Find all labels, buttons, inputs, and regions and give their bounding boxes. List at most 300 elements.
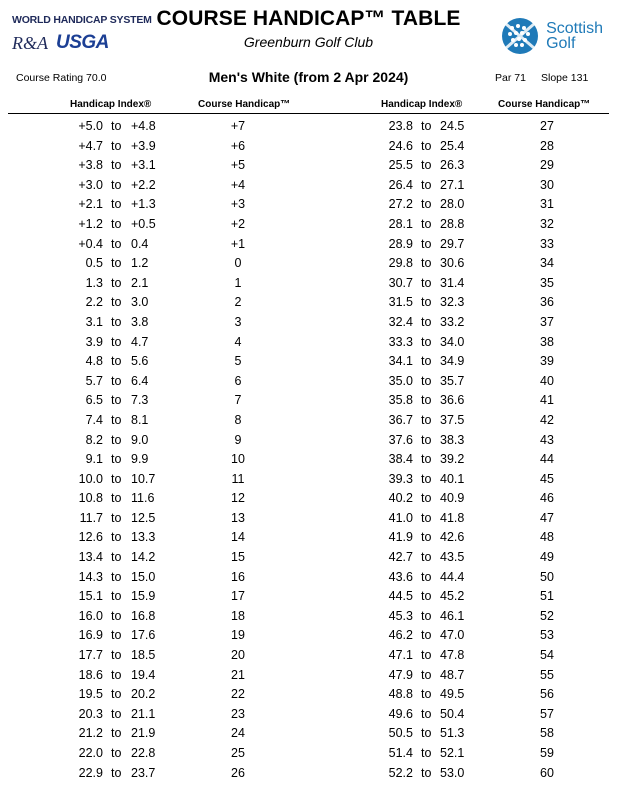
table-row bbox=[310, 568, 610, 588]
handicap-index-high: 9.9 bbox=[131, 452, 149, 467]
handicap-index-low: 35.0 bbox=[388, 373, 413, 388]
course-handicap-value: +3 bbox=[230, 197, 246, 212]
range-separator: to bbox=[111, 275, 122, 290]
left-course-handicap-header: Course Handicap™ bbox=[198, 99, 291, 110]
course-handicap-value: 47 bbox=[540, 510, 554, 525]
course-handicap-value: +5 bbox=[230, 158, 246, 173]
range-separator: to bbox=[111, 295, 122, 310]
course-handicap-value: 4 bbox=[234, 334, 242, 349]
table-row bbox=[310, 293, 610, 313]
handicap-index-high: 10.7 bbox=[131, 471, 156, 486]
range-separator: to bbox=[111, 452, 122, 467]
table-row bbox=[0, 156, 300, 176]
course-handicap-value: 0 bbox=[234, 256, 242, 271]
range-separator: to bbox=[421, 197, 432, 212]
handicap-index-high: 47.0 bbox=[440, 628, 465, 643]
range-separator: to bbox=[421, 452, 432, 467]
handicap-index-high: 24.5 bbox=[440, 119, 465, 133]
range-separator: to bbox=[111, 412, 122, 427]
range-separator: to bbox=[111, 119, 122, 133]
table-row bbox=[310, 724, 610, 744]
course-handicap-value: 60 bbox=[540, 765, 554, 780]
handicap-index-low: 31.5 bbox=[388, 295, 413, 310]
handicap-index-low: 43.6 bbox=[388, 569, 413, 584]
course-handicap-value: +6 bbox=[230, 138, 246, 153]
handicap-index-high: 19.4 bbox=[131, 667, 156, 682]
usga-logo: USGA bbox=[56, 32, 109, 53]
course-handicap-value: 57 bbox=[540, 706, 554, 721]
handicap-index-high: 17.6 bbox=[131, 628, 156, 643]
range-separator: to bbox=[111, 746, 122, 760]
handicap-index-low: +5.0 bbox=[78, 119, 103, 133]
course-handicap-value: 26 bbox=[231, 765, 245, 780]
table-row bbox=[310, 489, 610, 509]
handicap-index-high: 43.5 bbox=[440, 550, 465, 565]
handicap-index-high: 52.1 bbox=[440, 746, 465, 760]
handicap-index-low: 27.2 bbox=[388, 197, 413, 212]
range-separator: to bbox=[421, 589, 432, 604]
table-row bbox=[310, 215, 610, 235]
table-row bbox=[0, 117, 300, 137]
course-handicap-value: 32 bbox=[540, 216, 554, 231]
handicap-index-low: +1.2 bbox=[78, 216, 103, 231]
handicap-index-low: 8.2 bbox=[85, 432, 103, 447]
table-row bbox=[0, 431, 300, 451]
course-handicap-value: 29 bbox=[540, 158, 554, 173]
course-handicap-value: 22 bbox=[231, 687, 245, 702]
range-separator: to bbox=[421, 412, 432, 427]
handicap-index-low: 29.8 bbox=[388, 256, 413, 271]
table-row bbox=[310, 470, 610, 490]
handicap-index-high: +2.2 bbox=[131, 177, 156, 192]
course-handicap-value: 58 bbox=[540, 726, 554, 741]
handicap-index-low: 37.6 bbox=[388, 432, 413, 447]
course-handicap-value: 36 bbox=[540, 295, 554, 310]
handicap-index-low: 3.9 bbox=[85, 334, 103, 349]
course-handicap-value: 38 bbox=[540, 334, 554, 349]
handicap-index-high: 15.0 bbox=[131, 569, 156, 584]
course-handicap-value: 42 bbox=[540, 412, 554, 427]
par-value: Par 71 bbox=[495, 72, 526, 84]
handicap-index-low: 11.7 bbox=[79, 510, 103, 525]
handicap-index-low: 49.6 bbox=[388, 706, 413, 721]
handicap-index-low: 2.2 bbox=[85, 295, 103, 310]
course-handicap-value: 11 bbox=[231, 471, 245, 486]
table-row bbox=[310, 431, 610, 451]
handicap-index-low: 22.0 bbox=[78, 746, 103, 760]
course-handicap-value: 9 bbox=[234, 432, 242, 447]
table-row bbox=[0, 626, 300, 646]
range-separator: to bbox=[421, 608, 432, 623]
handicap-index-low: 24.6 bbox=[388, 138, 413, 153]
handicap-index-low: 46.2 bbox=[388, 628, 413, 643]
range-separator: to bbox=[421, 158, 432, 173]
range-separator: to bbox=[111, 550, 122, 565]
handicap-index-low: 44.5 bbox=[388, 589, 413, 604]
handicap-index-low: +3.8 bbox=[78, 158, 103, 173]
range-separator: to bbox=[111, 628, 122, 643]
handicap-index-high: 50.4 bbox=[440, 706, 465, 721]
handicap-index-low: 39.3 bbox=[388, 471, 413, 486]
table-row bbox=[0, 391, 300, 411]
handicap-index-high: 47.8 bbox=[440, 648, 465, 663]
handicap-index-low: 32.4 bbox=[388, 314, 413, 329]
handicap-index-low: 3.1 bbox=[85, 314, 103, 329]
range-separator: to bbox=[421, 119, 432, 133]
range-separator: to bbox=[421, 530, 432, 545]
handicap-index-high: 45.2 bbox=[440, 589, 465, 604]
range-separator: to bbox=[111, 432, 122, 447]
handicap-index-high: +3.9 bbox=[131, 138, 156, 153]
handicap-index-low: 10.8 bbox=[78, 491, 103, 506]
range-separator: to bbox=[421, 334, 432, 349]
course-handicap-value: 53 bbox=[540, 628, 554, 643]
handicap-index-low: 36.7 bbox=[388, 412, 413, 427]
handicap-index-low: +0.4 bbox=[78, 236, 103, 251]
handicap-index-high: 13.3 bbox=[131, 530, 156, 545]
course-handicap-value: 23 bbox=[231, 706, 245, 721]
table-row bbox=[0, 744, 300, 764]
range-separator: to bbox=[421, 216, 432, 231]
course-handicap-value: 25 bbox=[231, 746, 245, 760]
range-separator: to bbox=[111, 491, 122, 506]
handicap-index-low: 33.3 bbox=[388, 334, 413, 349]
handicap-index-high: 51.3 bbox=[440, 726, 465, 741]
handicap-index-low: 18.6 bbox=[78, 667, 103, 682]
handicap-index-low: 47.9 bbox=[388, 667, 413, 682]
club-name: Greenburn Golf Club bbox=[243, 34, 374, 50]
range-separator: to bbox=[421, 726, 432, 741]
handicap-index-low: 23.8 bbox=[388, 119, 413, 133]
range-separator: to bbox=[111, 530, 122, 545]
handicap-index-low: 14.3 bbox=[78, 569, 103, 584]
handicap-index-high: 36.6 bbox=[440, 393, 465, 408]
range-separator: to bbox=[421, 687, 432, 702]
handicap-index-low: 51.4 bbox=[388, 746, 413, 760]
course-handicap-value: 46 bbox=[540, 491, 554, 506]
handicap-index-high: 20.2 bbox=[131, 687, 156, 702]
table-row bbox=[310, 156, 610, 176]
handicap-index-low: 50.5 bbox=[388, 726, 413, 741]
course-handicap-value: 37 bbox=[540, 314, 554, 329]
table-row bbox=[310, 137, 610, 157]
range-separator: to bbox=[111, 648, 122, 663]
table-row bbox=[310, 176, 610, 196]
scottish-golf-logo bbox=[500, 16, 603, 56]
handicap-index-high: 49.5 bbox=[440, 687, 465, 702]
handicap-index-low: 13.4 bbox=[78, 550, 103, 565]
course-handicap-value: 43 bbox=[540, 432, 554, 447]
handicap-index-low: 38.4 bbox=[388, 452, 413, 467]
course-handicap-value: 18 bbox=[231, 608, 245, 623]
handicap-index-high: 0.4 bbox=[131, 236, 149, 251]
course-handicap-value: 12 bbox=[231, 491, 245, 506]
handicap-index-high: 40.9 bbox=[440, 491, 465, 506]
course-handicap-value: 30 bbox=[540, 177, 554, 192]
course-handicap-value: 14 bbox=[231, 530, 245, 545]
range-separator: to bbox=[421, 256, 432, 271]
table-row bbox=[0, 313, 300, 333]
handicap-index-high: +3.1 bbox=[131, 158, 156, 173]
table-row bbox=[0, 352, 300, 372]
table-row bbox=[310, 607, 610, 627]
table-row bbox=[310, 411, 610, 431]
table-row bbox=[0, 411, 300, 431]
course-handicap-value: 34 bbox=[540, 256, 554, 271]
course-handicap-value: 24 bbox=[231, 726, 245, 741]
handicap-index-low: 5.7 bbox=[85, 373, 103, 388]
handicap-index-high: 1.2 bbox=[131, 256, 149, 271]
handicap-index-low: 30.7 bbox=[388, 275, 413, 290]
range-separator: to bbox=[421, 648, 432, 663]
handicap-index-low: 48.8 bbox=[388, 687, 413, 702]
handicap-index-high: 29.7 bbox=[440, 236, 465, 251]
range-separator: to bbox=[111, 667, 122, 682]
course-handicap-value: 35 bbox=[540, 275, 554, 290]
table-row bbox=[0, 568, 300, 588]
range-separator: to bbox=[111, 138, 122, 153]
table-row bbox=[0, 548, 300, 568]
handicap-index-high: 31.4 bbox=[440, 275, 465, 290]
table-row bbox=[310, 235, 610, 255]
table-row bbox=[310, 764, 610, 784]
course-handicap-value: 8 bbox=[234, 412, 242, 427]
handicap-index-low: 10.0 bbox=[78, 471, 103, 486]
handicap-index-low: 41.0 bbox=[388, 510, 413, 525]
handicap-index-low: 22.9 bbox=[78, 765, 103, 780]
table-row bbox=[0, 528, 300, 548]
range-separator: to bbox=[421, 236, 432, 251]
handicap-index-high: 28.0 bbox=[440, 197, 465, 212]
course-handicap-value: 20 bbox=[231, 648, 245, 663]
handicap-index-high: 44.4 bbox=[440, 569, 465, 584]
handicap-index-high: 3.8 bbox=[131, 314, 149, 329]
handicap-index-low: 12.6 bbox=[78, 530, 103, 545]
course-handicap-value: 55 bbox=[540, 667, 554, 682]
handicap-index-low: 34.1 bbox=[388, 354, 413, 369]
course-handicap-value: 2 bbox=[234, 295, 242, 310]
handicap-index-high: 23.7 bbox=[131, 765, 156, 780]
handicap-index-low: 6.5 bbox=[85, 393, 103, 408]
handicap-index-low: 19.5 bbox=[78, 687, 103, 702]
handicap-index-high: +0.5 bbox=[131, 216, 156, 231]
table-row bbox=[310, 685, 610, 705]
handicap-index-low: 4.8 bbox=[85, 354, 103, 369]
table-row bbox=[0, 646, 300, 666]
table-row bbox=[0, 724, 300, 744]
table-row bbox=[310, 705, 610, 725]
right-course-handicap-header: Course Handicap™ bbox=[498, 99, 591, 110]
handicap-index-high: 34.9 bbox=[440, 354, 465, 369]
range-separator: to bbox=[111, 687, 122, 702]
table-row bbox=[310, 587, 610, 607]
handicap-index-high: 18.5 bbox=[131, 648, 156, 663]
range-separator: to bbox=[111, 608, 122, 623]
course-handicap-value: 50 bbox=[540, 569, 554, 584]
handicap-index-high: 8.1 bbox=[131, 412, 149, 427]
handicap-index-low: 35.8 bbox=[388, 393, 413, 408]
handicap-index-high: 53.0 bbox=[440, 765, 465, 780]
table-row bbox=[0, 137, 300, 157]
table-row bbox=[310, 744, 610, 764]
course-handicap-value: 17 bbox=[231, 589, 245, 604]
table-row bbox=[310, 666, 610, 686]
handicap-index-low: +4.7 bbox=[78, 138, 103, 153]
table-row bbox=[310, 352, 610, 372]
table-row bbox=[310, 274, 610, 294]
handicap-index-high: 12.5 bbox=[131, 510, 156, 525]
handicap-index-high: 42.6 bbox=[440, 530, 465, 545]
table-row bbox=[310, 372, 610, 392]
table-row bbox=[0, 666, 300, 686]
handicap-index-low: 7.4 bbox=[85, 412, 103, 427]
range-separator: to bbox=[421, 354, 432, 369]
handicap-index-low: 17.7 bbox=[78, 648, 103, 663]
handicap-index-high: 9.0 bbox=[131, 432, 149, 447]
range-separator: to bbox=[421, 138, 432, 153]
range-separator: to bbox=[421, 569, 432, 584]
table-row bbox=[310, 646, 610, 666]
handicap-index-high: 46.1 bbox=[440, 608, 465, 623]
range-separator: to bbox=[421, 628, 432, 643]
course-handicap-value: 49 bbox=[540, 550, 554, 565]
handicap-index-high: 34.0 bbox=[440, 334, 465, 349]
course-handicap-value: 19 bbox=[231, 628, 245, 643]
table-row bbox=[310, 117, 610, 137]
saltire-ball-icon bbox=[500, 16, 540, 56]
range-separator: to bbox=[111, 589, 122, 604]
course-handicap-value: 56 bbox=[540, 687, 554, 702]
course-handicap-value: 44 bbox=[540, 452, 554, 467]
range-separator: to bbox=[111, 354, 122, 369]
range-separator: to bbox=[421, 746, 432, 760]
course-handicap-value: 51 bbox=[540, 589, 554, 604]
course-handicap-value: 15 bbox=[231, 550, 245, 565]
range-separator: to bbox=[421, 373, 432, 388]
table-row bbox=[310, 548, 610, 568]
whs-title: WORLD HANDICAP SYSTEM bbox=[12, 14, 152, 26]
table-row bbox=[310, 313, 610, 333]
table-row bbox=[310, 450, 610, 470]
handicap-index-high: 6.4 bbox=[131, 373, 149, 388]
course-handicap-value: 5 bbox=[234, 354, 242, 369]
handicap-index-low: 1.3 bbox=[85, 275, 103, 290]
handicap-index-low: 28.9 bbox=[388, 236, 413, 251]
course-handicap-value: 21 bbox=[231, 667, 245, 682]
handicap-index-low: 42.7 bbox=[388, 550, 413, 565]
handicap-index-high: 48.7 bbox=[440, 667, 465, 682]
range-separator: to bbox=[421, 314, 432, 329]
course-handicap-value: 41 bbox=[540, 393, 554, 408]
course-handicap-value: 33 bbox=[540, 236, 554, 251]
handicap-index-high: 15.9 bbox=[131, 589, 156, 604]
range-separator: to bbox=[111, 334, 122, 349]
range-separator: to bbox=[111, 373, 122, 388]
course-handicap-value: 40 bbox=[540, 373, 554, 388]
table-row bbox=[0, 333, 300, 353]
handicap-index-high: 35.7 bbox=[440, 373, 465, 388]
table-row bbox=[310, 509, 610, 529]
handicap-index-high: 22.8 bbox=[131, 746, 156, 760]
table-row bbox=[0, 509, 300, 529]
course-handicap-value: 48 bbox=[540, 530, 554, 545]
handicap-index-low: +2.1 bbox=[78, 197, 103, 212]
range-separator: to bbox=[421, 177, 432, 192]
range-separator: to bbox=[421, 706, 432, 721]
course-handicap-value: 59 bbox=[540, 746, 554, 760]
range-separator: to bbox=[111, 256, 122, 271]
handicap-index-high: 21.9 bbox=[131, 726, 156, 741]
handicap-index-high: 14.2 bbox=[131, 550, 156, 565]
course-handicap-value: 10 bbox=[231, 452, 245, 467]
range-separator: to bbox=[111, 314, 122, 329]
handicap-index-high: 40.1 bbox=[440, 471, 465, 486]
left-table bbox=[0, 117, 300, 783]
range-separator: to bbox=[111, 216, 122, 231]
range-separator: to bbox=[421, 765, 432, 780]
table-row bbox=[0, 254, 300, 274]
handicap-index-high: 4.7 bbox=[131, 334, 149, 349]
course-handicap-value: 3 bbox=[234, 314, 242, 329]
table-row bbox=[310, 333, 610, 353]
handicap-index-low: 45.3 bbox=[388, 608, 413, 623]
handicap-index-high: 41.8 bbox=[440, 510, 465, 525]
handicap-index-high: 28.8 bbox=[440, 216, 465, 231]
tee-title: Men's White (from 2 Apr 2024) bbox=[208, 69, 409, 85]
handicap-index-high: 26.3 bbox=[440, 158, 465, 173]
handicap-index-high: 39.2 bbox=[440, 452, 465, 467]
range-separator: to bbox=[111, 393, 122, 408]
handicap-index-low: 47.1 bbox=[388, 648, 413, 663]
table-row bbox=[0, 195, 300, 215]
range-separator: to bbox=[111, 197, 122, 212]
table-row bbox=[0, 176, 300, 196]
handicap-index-low: 26.4 bbox=[388, 177, 413, 192]
range-separator: to bbox=[111, 471, 122, 486]
handicap-index-high: +4.8 bbox=[131, 119, 156, 133]
course-handicap-value: 1 bbox=[234, 275, 242, 290]
right-table bbox=[310, 117, 610, 783]
table-row bbox=[0, 764, 300, 784]
range-separator: to bbox=[421, 510, 432, 525]
table-row bbox=[310, 254, 610, 274]
course-handicap-value: +2 bbox=[230, 216, 246, 231]
left-handicap-index-header: Handicap Index® bbox=[70, 99, 152, 110]
handicap-index-low: 16.0 bbox=[78, 608, 103, 623]
course-handicap-value: 54 bbox=[540, 648, 554, 663]
range-separator: to bbox=[111, 765, 122, 780]
course-handicap-value: +4 bbox=[230, 177, 246, 192]
handicap-index-high: 21.1 bbox=[131, 706, 156, 721]
table-row bbox=[0, 705, 300, 725]
handicap-index-high: 5.6 bbox=[131, 354, 149, 369]
page-title: COURSE HANDICAP™ TABLE bbox=[156, 7, 461, 30]
table-row bbox=[0, 450, 300, 470]
range-separator: to bbox=[421, 393, 432, 408]
table-row bbox=[310, 528, 610, 548]
course-handicap-value: 31 bbox=[540, 197, 554, 212]
handicap-index-high: 3.0 bbox=[131, 295, 149, 310]
handicap-index-low: 16.9 bbox=[78, 628, 103, 643]
range-separator: to bbox=[421, 667, 432, 682]
range-separator: to bbox=[421, 295, 432, 310]
range-separator: to bbox=[111, 236, 122, 251]
course-handicap-value: 52 bbox=[540, 608, 554, 623]
table-row bbox=[0, 274, 300, 294]
course-handicap-value: 45 bbox=[540, 471, 554, 486]
handicap-index-high: 37.5 bbox=[440, 412, 465, 427]
course-handicap-value: 27 bbox=[540, 119, 554, 133]
